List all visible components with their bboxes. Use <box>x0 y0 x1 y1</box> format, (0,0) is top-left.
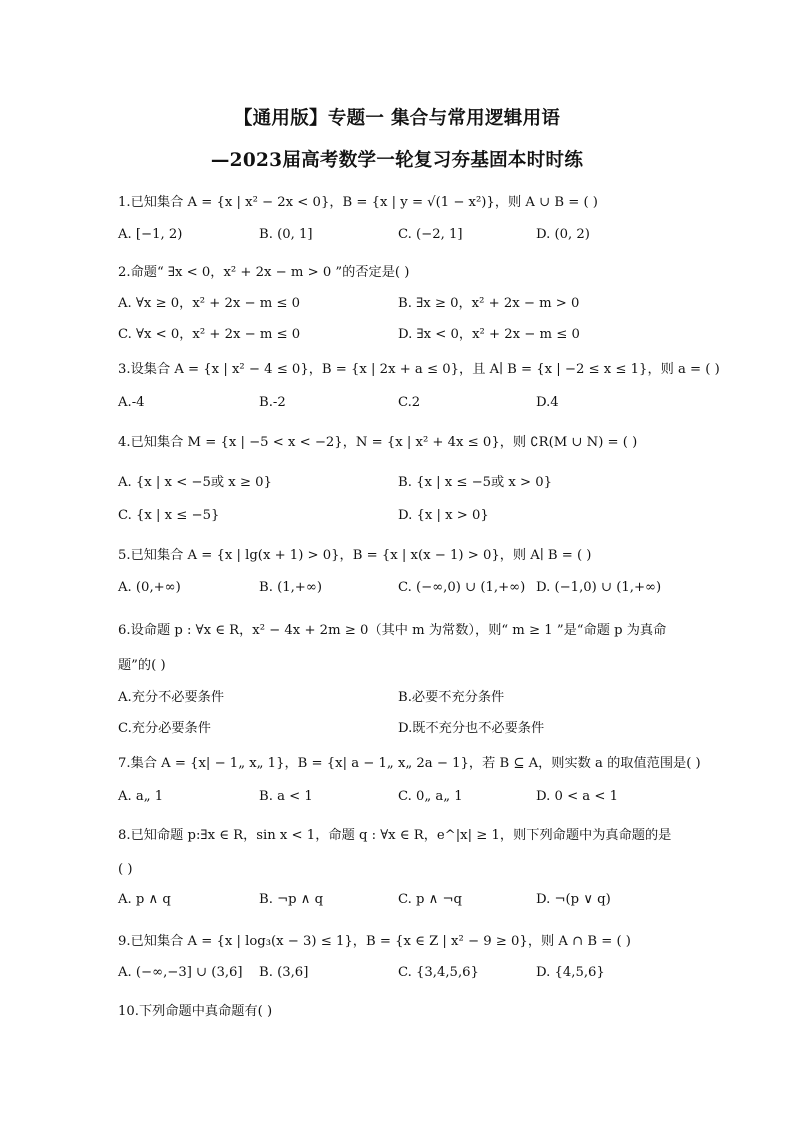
question-2-option-b[interactable]: B. ∃x ≥ 0，x² + 2x − m > 0 <box>398 296 580 311</box>
question-8-option-a[interactable]: A. p ∧ q <box>118 892 171 907</box>
question-1-option-c[interactable]: C. (−2, 1] <box>398 227 463 242</box>
question-6-options-row2 <box>118 717 698 735</box>
question-2-option-d[interactable]: D. ∃x < 0，x² + 2x − m ≤ 0 <box>398 327 580 342</box>
question-4-option-c[interactable]: C. {x | x ≤ −5} <box>118 508 220 523</box>
question-7-stem: 7.集合 A = {x| − 1„ x„ 1}，B = {x| a − 1„ x„ 2a − 1}，若 B ⊆ A，则实数 a 的取值范围是( ) <box>118 756 701 771</box>
question-5-option-d[interactable]: D. (−1,0) ∪ (1,+∞) <box>536 580 662 595</box>
question-9-options <box>118 965 698 983</box>
question-7-option-d[interactable]: D. 0 < a < 1 <box>536 789 618 804</box>
question-3-option-a[interactable]: A.-4 <box>118 395 145 410</box>
question-9-option-d[interactable]: D. {4,5,6} <box>536 965 605 980</box>
question-5-option-b[interactable]: B. (1,+∞) <box>259 580 322 595</box>
question-6-stem: 6.设命题 p : ∀x ∈ R，x² − 4x + 2m ≥ 0（其中 m 为常数），则“ m ≥ 1 ”是“命题 p 为真命 <box>118 623 667 638</box>
question-5-options <box>118 580 698 598</box>
question-1-option-b[interactable]: B. (0, 1] <box>259 227 313 242</box>
question-6-stem-continued: 题”的( ) <box>118 658 166 673</box>
question-2-options-row2 <box>118 323 698 341</box>
question-6-option-b[interactable]: B.必要不充分条件 <box>398 690 505 705</box>
question-8-stem-continued: ( ) <box>118 862 133 877</box>
question-5-option-c[interactable]: C. (−∞,0) ∪ (1,+∞) <box>398 580 526 595</box>
question-2-options-row1 <box>118 292 698 310</box>
question-9-option-b[interactable]: B. (3,6] <box>259 965 309 980</box>
question-6-option-c[interactable]: C.充分必要条件 <box>118 721 211 736</box>
question-4-options-row1 <box>118 471 698 489</box>
question-2-stem: 2.命题“ ∃x < 0，x² + 2x − m > 0 ”的否定是( ) <box>118 265 410 280</box>
question-3-option-b[interactable]: B.-2 <box>259 395 286 410</box>
question-1-options <box>118 227 698 245</box>
question-3-options <box>118 395 698 413</box>
question-8-stem: 8.已知命题 p:∃x ∈ R，sin x < 1，命题 q : ∀x ∈ R，e^|x| ≥ 1，则下列命题中为真命题的是 <box>118 828 672 843</box>
question-1-option-a[interactable]: A. [−1, 2) <box>118 227 183 242</box>
question-5-stem: 5.已知集合 A = {x | lg(x + 1) > 0}，B = {x | x(x − 1) > 0}，则 A∣ B = ( ) <box>118 548 592 563</box>
question-8-option-c[interactable]: C. p ∧ ¬q <box>398 892 462 907</box>
question-6-option-a[interactable]: A.充分不必要条件 <box>118 690 225 705</box>
question-4-options-row2 <box>118 508 698 526</box>
question-9-stem: 9.已知集合 A = {x | log₃(x − 3) ≤ 1}，B = {x ∈ Z | x² − 9 ≥ 0}，则 A ∩ B = ( ) <box>118 934 631 949</box>
question-3-stem: 3.设集合 A = {x | x² − 4 ≤ 0}，B = {x | 2x + a ≤ 0}，且 A∣ B = {x | −2 ≤ x ≤ 1}，则 a = ( ) <box>118 362 720 377</box>
question-4-stem: 4.已知集合 M = {x | −5 < x < −2}，N = {x | x² + 4x ≤ 0}，则 ∁R(M ∪ N) = ( ) <box>118 435 638 450</box>
question-10-stem: 10.下列命题中真命题有( ) <box>118 1004 273 1019</box>
question-3-option-c[interactable]: C.2 <box>398 395 421 410</box>
question-7-options <box>118 789 698 807</box>
question-9-option-c[interactable]: C. {3,4,5,6} <box>398 965 479 980</box>
question-8-option-d[interactable]: D. ¬(p ∨ q) <box>536 892 611 907</box>
question-4-option-b[interactable]: B. {x | x ≤ −5或 x > 0} <box>398 475 553 490</box>
question-2-option-a[interactable]: A. ∀x ≥ 0，x² + 2x − m ≤ 0 <box>118 296 301 311</box>
question-7-option-a[interactable]: A. a„ 1 <box>118 789 164 804</box>
question-7-option-c[interactable]: C. 0„ a„ 1 <box>398 789 463 804</box>
question-4-option-a[interactable]: A. {x | x < −5或 x ≥ 0} <box>118 475 272 490</box>
question-9-option-a[interactable]: A. (−∞,−3] ∪ (3,6] <box>118 965 243 980</box>
question-8-option-b[interactable]: B. ¬p ∧ q <box>259 892 324 907</box>
question-4-option-d[interactable]: D. {x | x > 0} <box>398 508 489 523</box>
question-6-options-row1 <box>118 686 698 704</box>
question-1-option-d[interactable]: D. (0, 2) <box>536 227 590 242</box>
page-title: 【通用版】专题一 集合与常用逻辑用语 <box>233 108 561 129</box>
question-5-option-a[interactable]: A. (0,+∞) <box>118 580 181 595</box>
question-8-options <box>118 892 698 910</box>
question-7-option-b[interactable]: B. a < 1 <box>259 789 313 804</box>
question-3-option-d[interactable]: D.4 <box>536 395 559 410</box>
page-subtitle: —2023届高考数学一轮复习夯基固本时时练 <box>210 150 584 171</box>
question-1-stem: 1.已知集合 A = {x | x² − 2x < 0}，B = {x | y = √(1 − x²)}，则 A ∪ B = ( ) <box>118 195 598 210</box>
question-6-option-d[interactable]: D.既不充分也不必要条件 <box>398 721 545 736</box>
question-2-option-c[interactable]: C. ∀x < 0，x² + 2x − m ≤ 0 <box>118 327 301 342</box>
